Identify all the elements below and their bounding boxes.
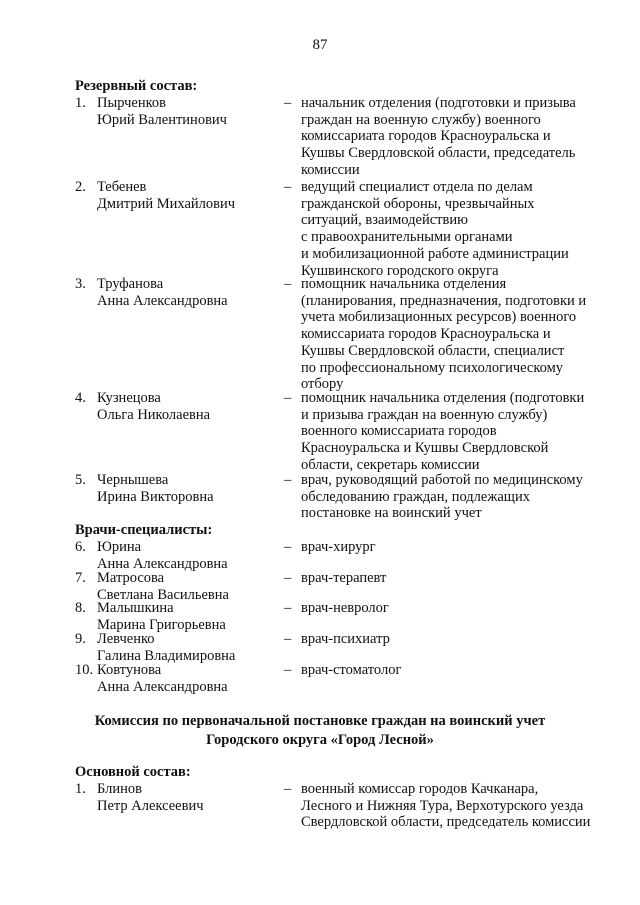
entry-number: 1. xyxy=(75,781,86,797)
member-role: врач-стоматолог xyxy=(301,662,402,678)
dash: – xyxy=(284,600,292,616)
entry-number: 5. xyxy=(75,472,86,488)
member-name: Ковтунова Анна Александровна xyxy=(97,662,228,695)
dash: – xyxy=(284,781,292,797)
member-name: Чернышева Ирина Викторовна xyxy=(97,472,214,505)
reserve-heading: Резервный состав: xyxy=(75,78,198,94)
member-name: Тебенев Дмитрий Михайлович xyxy=(97,179,236,212)
dash: – xyxy=(284,539,292,555)
member-role: врач-хирург xyxy=(301,539,376,555)
dash: – xyxy=(284,95,292,111)
dash: – xyxy=(284,472,292,488)
member-name: Матросова Светлана Васильевна xyxy=(97,570,229,603)
member-role: врач, руководящий работой по медицинскому обследованию граждан, подлежащих постановке на воинский учет xyxy=(301,472,583,522)
member-name: Блинов Петр Алексеевич xyxy=(97,781,204,814)
commission-title-line2: Городского округа «Город Лесной» xyxy=(206,732,434,748)
dash: – xyxy=(284,179,292,195)
entry-number: 3. xyxy=(75,276,86,292)
entry-number: 8. xyxy=(75,600,86,616)
member-role: начальник отделения (подготовки и призыва граждан на военную службу) военного комиссариата городов Красноуральска и Кушвы Свердловской области, председатель комиссии xyxy=(301,95,576,178)
dash: – xyxy=(284,276,292,292)
member-role: помощник начальника отделения (подготовки и призыва граждан на военную службу) военного комиссариата городов Красноуральска и Кушвы Свердловской области, секретарь комиссии xyxy=(301,390,585,473)
member-role: врач-психиатр xyxy=(301,631,390,647)
member-name: Пырченков Юрий Валентинович xyxy=(97,95,227,128)
member-role: ведущий специалист отдела по делам гражданской обороны, чрезвычайных ситуаций, взаимодействию с правоохранительными органами и мобилизационной работе администрации Кушвинского городского округа xyxy=(301,179,569,279)
member-role: помощник начальника отделения (планирования, предназначения, подготовки и учета мобилизационных ресурсов) военного комиссариата городов Красноуральска и Кушвы Свердловской области, специалист по профессиональному психологическому отбору xyxy=(301,276,587,393)
member-name: Труфанова Анна Александровна xyxy=(97,276,228,309)
dash: – xyxy=(284,631,292,647)
member-name: Левченко Галина Владимировна xyxy=(97,631,236,664)
dash: – xyxy=(284,662,292,678)
member-name: Малышкина Марина Григорьевна xyxy=(97,600,226,633)
doctors-heading: Врачи-специалисты: xyxy=(75,522,213,538)
member-name: Юрина Анна Александровна xyxy=(97,539,228,572)
commission-title-line1: Комиссия по первоначальной постановке граждан на воинский учет xyxy=(94,713,546,729)
member-role: военный комиссар городов Качканара, Лесного и Нижняя Тура, Верхотурского уезда Свердловской области, председатель комиссии xyxy=(301,781,591,831)
member-name: Кузнецова Ольга Николаевна xyxy=(97,390,211,423)
page-number: 87 xyxy=(312,37,328,53)
member-role: врач-терапевт xyxy=(301,570,387,586)
main-heading: Основной состав: xyxy=(75,764,191,780)
entry-number: 4. xyxy=(75,390,86,406)
entry-number: 7. xyxy=(75,570,86,586)
entry-number: 9. xyxy=(75,631,86,647)
entry-number: 6. xyxy=(75,539,86,555)
entry-number: 10. xyxy=(75,662,94,678)
entry-number: 1. xyxy=(75,95,86,111)
member-role: врач-невролог xyxy=(301,600,389,616)
dash: – xyxy=(284,390,292,406)
dash: – xyxy=(284,570,292,586)
entry-number: 2. xyxy=(75,179,86,195)
